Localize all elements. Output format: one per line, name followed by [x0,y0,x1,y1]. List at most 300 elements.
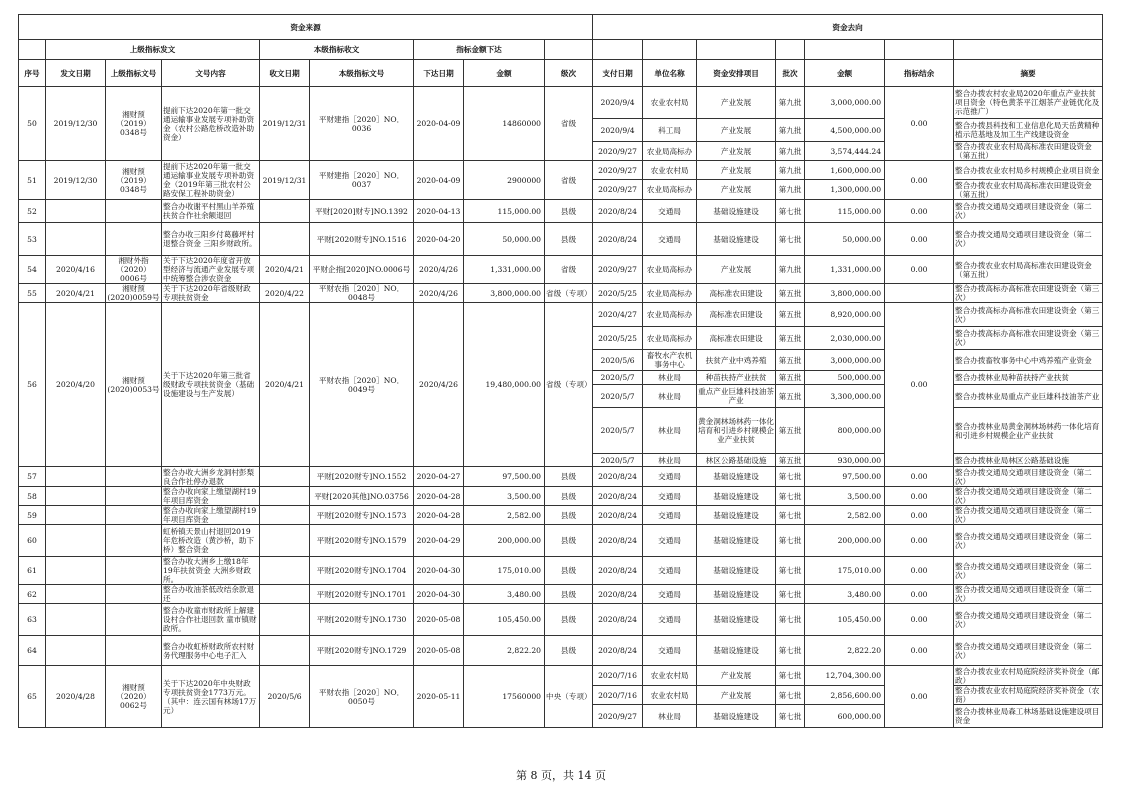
paid-amount-cell: 2,822.20 [805,636,885,666]
header-blank [19,40,46,60]
project-cell: 基础设施建设 [697,525,776,557]
pay-date-cell: 2020/5/7 [593,371,643,385]
summary-cell: 整合办拨畜牧事务中心中鸡养殖产业资金 [954,350,1103,371]
batch-cell: 第七批 [776,585,805,604]
balance-cell: 0.00 [885,636,954,666]
batch-cell: 第九批 [776,161,805,180]
issue-date-cell: 2020-04-29 [414,525,464,557]
send-date-cell: 2020/4/20 [46,303,106,467]
send-date-cell [46,487,106,506]
balance-cell: 0.00 [885,256,954,284]
send-date-cell [46,525,106,557]
pay-date-cell: 2020/8/24 [593,525,643,557]
summary-cell: 整合办拨农业农村局高标准农田建设资金（第五批） [954,256,1103,284]
batch-cell: 第九批 [776,87,805,119]
column-header: 本级指标文号 [310,60,414,87]
project-cell: 重点产业巨雄科技油茶产业 [697,385,776,408]
recv-date-cell [260,585,310,604]
upper-doc-no-cell: 湘财预(2020)0059号 [107,284,160,302]
level-cell: 县级 [545,557,593,585]
table-row [19,87,1103,119]
send-date-cell [46,223,106,256]
balance-cell: 0.00 [885,200,954,223]
seq-cell: 64 [19,636,46,666]
send-date-cell [46,585,106,604]
table-row [19,506,1103,525]
pay-date-cell: 2020/7/16 [593,686,643,705]
paid-amount-cell: 1,600,000.00 [805,161,885,180]
issue-date-cell: 2020-05-08 [414,604,464,636]
batch-cell: 第九批 [776,256,805,284]
paid-amount-cell: 50,000.00 [805,223,885,256]
summary-cell: 整合办拨农业农村局庭院经济奖补资金（邮政） [954,666,1103,686]
summary-cell: 整合办拨农业农村局庭院经济奖补资金（农商） [954,686,1103,705]
summary-cell: 整合办拨农村农业局2020年重点产业扶贫项目资金（特色黄茶平江烟茶产业链优化及示范推广） [954,87,1103,119]
doc-content-cell: 整合办收大洲乡龙洞村彭梨良合作社停办退款 [162,467,260,487]
level-cell: 县级 [545,506,593,525]
summary-cell: 整合办拨交通局交通项目建设资金（第二次） [954,525,1103,557]
local-doc-no-cell: 平财[2020财专]NO.1729 [310,636,414,666]
unit-cell: 交通局 [643,525,697,557]
issue-date-cell: 2020-04-28 [414,506,464,525]
seq-cell: 63 [19,604,46,636]
issued-amount-cell: 105,450.00 [464,604,545,636]
column-header: 金额 [805,60,885,87]
summary-cell: 整合办拨农业农村局高标准农田建设资金（第五批） [954,180,1103,200]
level-cell: 省级 [545,87,593,161]
column-header: 支付日期 [593,60,643,87]
column-header: 发文日期 [46,60,106,87]
local-doc-no-cell: 平财农指［2020］NO．0049号 [310,303,414,467]
unit-cell: 交通局 [643,557,697,585]
issue-date-cell: 2020-04-30 [414,557,464,585]
table-row [19,256,1103,284]
local-doc-no-cell: 平财[2020财专]NO.1579 [310,525,414,557]
batch-cell: 第七批 [776,506,805,525]
seq-cell: 57 [19,467,46,487]
doc-content-cell: 整合办收向家上缴望湖村19年项目库资金 [162,506,260,525]
summary-cell: 整合办拨交通局交通项目建设资金（第二次） [954,200,1103,223]
issued-amount-cell: 3,500.00 [464,487,545,506]
unit-cell: 农业局高标办 [643,180,697,200]
doc-content-cell: 提前下达2020年第一批交通运输事业发展专项补助资金（2019年第三批农村公路安保工程补助资金） [162,161,260,200]
summary-cell: 整合办拨交通局交通项目建设资金（第二次） [954,506,1103,525]
paid-amount-cell: 2,856,600.00 [805,686,885,705]
table-row [19,223,1103,256]
batch-cell: 第五批 [776,303,805,327]
unit-cell: 农业局高标办 [643,142,697,161]
doc-content-cell: 整合办收虹桥财政所农村财务代理服务中心电子汇入 [162,636,260,666]
batch-cell: 第七批 [776,636,805,666]
project-cell: 基础设施建设 [697,636,776,666]
pay-date-cell: 2020/5/6 [593,350,643,371]
upper-doc-no-cell: 湘财外指（2020）0006号 [106,256,162,284]
table-row [19,161,1103,180]
local-doc-no-cell: 平财[2020财专]NO.1552 [310,467,414,487]
recv-date-cell: 2020/4/21 [260,256,310,284]
batch-cell: 第七批 [776,666,805,686]
recv-date-cell [260,506,310,525]
recv-date-cell [260,467,310,487]
seq-cell: 56 [19,303,46,467]
table-row [19,303,1103,327]
local-doc-no-cell: 平财[2020财专]NO.1701 [310,585,414,604]
batch-cell: 第七批 [776,705,805,728]
batch-cell: 第九批 [776,119,805,142]
seq-cell: 50 [19,87,46,161]
summary-cell: 整合办拨交通局交通项目建设资金（第二次） [954,223,1103,256]
paid-amount-cell: 115,000.00 [805,200,885,223]
paid-amount-cell: 200,000.00 [805,525,885,557]
issue-date-cell: 2020-05-11 [414,666,464,728]
issued-amount-cell: 200,000.00 [464,525,545,557]
balance-cell: 0.00 [885,666,954,728]
balance-cell: 0.00 [885,585,954,604]
issued-amount-cell: 2,582.00 [464,506,545,525]
seq-cell: 55 [19,284,46,303]
batch-cell: 第九批 [776,142,805,161]
pay-date-cell: 2020/5/7 [593,454,643,467]
summary-cell: 整合办拨农业农村局高标准农田建设资金（第五批） [954,142,1103,161]
header-blank [885,40,954,60]
level-cell: 县级 [545,487,593,506]
unit-cell: 农业局高标办 [643,303,697,327]
seq-cell: 62 [19,585,46,604]
seq-cell: 65 [19,666,46,728]
doc-content-cell: 关于下达2020年中央财政专项扶贫资金1773万元。（其中：连云国有林场17万元） [162,666,260,728]
batch-cell: 第五批 [776,454,805,467]
paid-amount-cell: 8,920,000.00 [805,303,885,327]
upper-doc-no-cell [106,487,162,506]
send-date-cell: 2020/4/16 [46,256,106,284]
pay-date-cell: 2020/5/7 [593,385,643,408]
issued-amount-cell: 3,800,000.00 [464,284,545,303]
local-doc-no-cell: 平财农指［2020］NO．0048号 [310,284,414,303]
batch-cell: 第七批 [776,467,805,487]
batch-cell: 第七批 [776,487,805,506]
level-cell: 县级 [545,585,593,604]
header-local-doc: 本级指标收文 [260,40,414,60]
pay-date-cell: 2020/8/24 [593,585,643,604]
paid-amount-cell: 800,000.00 [805,408,885,454]
header-upper-doc: 上级指标发文 [46,40,260,60]
issued-amount-cell: 3,480.00 [464,585,545,604]
local-doc-no-cell: 平财建指［2020］NO．0036 [310,87,414,161]
doc-content-cell: 关于下达2020年第三批省级财政专项扶贫资金（基础设施建设与生产发展） [162,303,260,467]
pay-date-cell: 2020/8/24 [593,467,643,487]
level-cell: 县级 [545,200,593,223]
unit-cell: 交通局 [643,604,697,636]
project-cell: 基础设施建设 [697,200,776,223]
header-source: 资金来源 [19,15,593,40]
issued-amount-cell: 50,000.00 [464,223,545,256]
table-row [19,636,1103,666]
pay-date-cell: 2020/9/27 [593,705,643,728]
issued-amount-cell: 2,822.20 [464,636,545,666]
batch-cell: 第七批 [776,200,805,223]
recv-date-cell: 2020/4/22 [260,284,310,303]
seq-cell: 61 [19,557,46,585]
unit-cell: 交通局 [643,223,697,256]
issue-date-cell: 2020-04-20 [414,223,464,256]
issued-amount-cell: 14860000 [464,87,545,161]
table-row [19,585,1103,604]
issued-amount-cell: 1,331,000.00 [464,256,545,284]
column-header: 上级指标文号 [106,60,162,87]
upper-doc-no-cell: 湘财预（2020）0062号 [106,666,162,728]
summary-cell: 整合办拨林业局黄金洞林场林药一体化培育和引进乡村规模企业产业扶贫 [954,408,1103,454]
seq-cell: 58 [19,487,46,506]
recv-date-cell [260,487,310,506]
paid-amount-cell: 3,480.00 [805,585,885,604]
project-cell: 产业发展 [697,119,776,142]
unit-cell: 农业农村局 [643,686,697,705]
project-cell: 基础设施建设 [697,487,776,506]
issue-date-cell: 2020/4/26 [414,303,464,467]
column-header: 指标结余 [885,60,954,87]
doc-content-cell: 整合办收谢平村黑山羊养殖扶贫合作社余额退回 [162,200,260,223]
project-cell: 产业发展 [697,161,776,180]
local-doc-no-cell: 平财[2020其他]NO.03756 [310,487,414,506]
recv-date-cell: 2019/12/31 [260,87,310,161]
column-header: 文号内容 [162,60,260,87]
balance-cell: 0.00 [885,303,954,467]
unit-cell: 畜牧水产农机事务中心 [643,350,697,371]
pay-date-cell: 2020/5/7 [593,408,643,454]
issue-date-cell: 2020-04-27 [414,467,464,487]
unit-cell: 农业局高标办 [643,327,697,350]
project-cell: 高标准农田建设 [697,303,776,327]
send-date-cell [46,467,106,487]
issue-date-cell: 2020-04-30 [414,585,464,604]
fund-table [18,14,1103,728]
recv-date-cell: 2020/4/21 [260,303,310,467]
batch-cell: 第五批 [776,385,805,408]
column-header: 序号 [19,60,46,87]
unit-cell: 林业局 [643,385,697,408]
send-date-cell [46,636,106,666]
pay-date-cell: 2020/5/25 [593,327,643,350]
balance-cell: 0.00 [885,87,954,161]
batch-cell: 第五批 [776,327,805,350]
header-blank [593,40,643,60]
issue-date-cell: 2020/4/26 [414,256,464,284]
seq-cell: 59 [19,506,46,525]
balance-cell [885,284,954,303]
local-doc-no-cell: 平财[2020财专]NO.1516 [310,223,414,256]
doc-content-cell: 提前下达2020年第一批交通运输事业发展专项补助资金（农村公路危桥改造补助资金） [162,87,260,161]
summary-cell: 整合办拨高标办高标准农田建设资金（第三次） [954,327,1103,350]
paid-amount-cell: 1,300,000.00 [805,180,885,200]
header-amount-issued: 指标金额下达 [414,40,545,60]
issue-date-cell: 2020-04-09 [414,161,464,200]
project-cell: 产业发展 [697,686,776,705]
upper-doc-no-cell: 湘财预(2020)0053号 [106,303,162,467]
balance-cell: 0.00 [885,487,954,506]
unit-cell: 科工局 [643,119,697,142]
table-body [19,87,1103,728]
level-cell: 省级（专项） [545,303,593,467]
issued-amount-cell: 115,000.00 [464,200,545,223]
table-row [19,666,1103,686]
column-header: 金额 [464,60,545,87]
unit-cell: 农业农村局 [643,161,697,180]
project-cell: 基础设施建设 [697,585,776,604]
seq-cell: 60 [19,525,46,557]
issued-amount-cell: 2900000 [464,161,545,200]
issued-amount-cell: 97,500.00 [464,467,545,487]
table-row [19,557,1103,585]
summary-cell: 整合办拨林业局重点产业巨雄科技油茶产业 [954,385,1103,408]
summary-cell: 整合办拨县科技和工业信息化局天岳黄精种植示范基地及加工生产线建设资金 [954,119,1103,142]
summary-cell: 整合办拨农业农村局乡村规模企业项目资金 [954,161,1103,180]
local-doc-no-cell: 平财企指[2020]NO.0006号 [310,256,414,284]
summary-cell: 整合办拨交通局交通项目建设资金（第二次） [954,557,1103,585]
seq-cell: 53 [19,223,46,256]
issue-date-cell: 2020-04-13 [414,200,464,223]
unit-cell: 农业局高标办 [643,256,697,284]
table-row [19,284,1103,303]
summary-cell: 整合办拨交通局交通项目建设资金（第二次） [954,636,1103,666]
upper-doc-no-cell [106,557,162,585]
send-date-cell [46,604,106,636]
paid-amount-cell: 930,000.00 [805,454,885,467]
level-cell: 县级 [545,636,593,666]
pay-date-cell: 2020/9/4 [593,119,643,142]
header-blank [643,40,697,60]
level-cell: 省级（专项） [545,284,593,303]
column-header: 摘要 [954,60,1103,87]
project-cell: 基础设施建设 [697,506,776,525]
seq-cell: 51 [19,161,46,200]
unit-cell: 林业局 [643,371,697,385]
project-cell: 基础设施建设 [697,705,776,728]
project-cell: 高标准农田建设 [697,327,776,350]
project-cell: 黄金洞林场林药一体化培育和引进乡村规模企业产业扶贫 [697,408,776,454]
pay-date-cell: 2020/8/24 [593,223,643,256]
upper-doc-no-cell [106,200,162,223]
summary-cell: 整合办拨交通局交通项目建设资金（第二次） [954,604,1103,636]
pay-date-cell: 2020/8/24 [593,506,643,525]
pay-date-cell: 2020/8/24 [593,604,643,636]
doc-content-cell: 整合办收三阳乡付葛藤坪村退整合资金 三阳乡财政所。 [162,223,260,256]
table-row [19,487,1103,506]
header-blank [776,40,805,60]
pay-date-cell: 2020/8/24 [593,200,643,223]
unit-cell: 交通局 [643,636,697,666]
upper-doc-no-cell [106,604,162,636]
upper-doc-no-cell [106,585,162,604]
table-row [19,604,1103,636]
level-cell: 中央（专项） [545,666,593,728]
table-row [19,200,1103,223]
project-cell: 产业发展 [697,256,776,284]
batch-cell: 第七批 [776,557,805,585]
send-date-cell: 2019/12/30 [46,87,106,161]
batch-cell: 第五批 [776,371,805,385]
paid-amount-cell: 3,300,000.00 [805,385,885,408]
recv-date-cell: 2020/5/6 [260,666,310,728]
batch-cell: 第七批 [776,604,805,636]
pay-date-cell: 2020/9/27 [593,142,643,161]
paid-amount-cell: 1,331,000.00 [805,256,885,284]
unit-cell: 农业农村局 [643,87,697,119]
unit-cell: 农业农村局 [643,666,697,686]
balance-cell: 0.00 [885,506,954,525]
header-blank [954,40,1103,60]
paid-amount-cell: 3,000,000.00 [805,87,885,119]
pay-date-cell: 2020/7/16 [593,666,643,686]
send-date-cell: 2020/4/21 [46,284,106,303]
send-date-cell [46,557,106,585]
local-doc-no-cell: 平财[2020财专]NO.1573 [310,506,414,525]
project-cell: 林区公路基础设施 [697,454,776,467]
paid-amount-cell: 175,010.00 [805,557,885,585]
issue-date-cell: 2020-04-28 [414,487,464,506]
project-cell: 扶贫产业中鸡养殖 [697,350,776,371]
recv-date-cell [260,557,310,585]
unit-cell: 农业局高标办 [643,284,697,303]
unit-cell: 交通局 [643,506,697,525]
balance-cell: 0.00 [885,467,954,487]
header-destination: 资金去向 [593,15,1103,40]
project-cell: 基础设施建设 [697,223,776,256]
balance-cell: 0.00 [885,604,954,636]
header-blank [697,40,776,60]
project-cell: 产业发展 [697,142,776,161]
summary-cell: 整合办拨交通局交通项目建设资金（第二次） [954,467,1103,487]
send-date-cell: 2019/12/30 [46,161,106,200]
batch-cell: 第五批 [776,350,805,371]
local-doc-no-cell: 平财[2020]财专]NO.1392 [310,200,414,223]
level-cell: 县级 [545,525,593,557]
summary-cell: 整合办拨林业局种苗扶持产业扶贫 [954,371,1103,385]
batch-cell: 第七批 [776,223,805,256]
send-date-cell [46,200,106,223]
pay-date-cell: 2020/8/24 [593,636,643,666]
level-cell: 县级 [545,604,593,636]
balance-cell: 0.00 [885,557,954,585]
batch-cell: 第七批 [776,525,805,557]
unit-cell: 交通局 [643,200,697,223]
doc-content-cell: 整合办收童市财政所上解建设村合作社退回款 童市镇财政所。 [162,604,260,636]
paid-amount-cell: 12,704,300.00 [805,666,885,686]
pay-date-cell: 2020/9/27 [593,180,643,200]
pay-date-cell: 2020/4/27 [593,303,643,327]
send-date-cell [46,506,106,525]
summary-cell: 整合办拨林业局林区公路基础设施 [954,454,1103,467]
summary-cell: 整合办拨高标办高标准农田建设资金（第三次） [954,303,1103,327]
seq-cell: 54 [19,256,46,284]
project-cell: 产业发展 [697,87,776,119]
page-number: 第 8 页，共 14 页 [516,769,606,782]
issue-date-cell: 2020-04-09 [414,87,464,161]
summary-cell: 整合办拨交通局交通项目建设资金（第二次） [954,585,1103,604]
recv-date-cell: 2019/12/31 [260,161,310,200]
column-header: 单位名称 [643,60,697,87]
paid-amount-cell: 500,000.00 [805,371,885,385]
batch-cell: 第九批 [776,180,805,200]
paid-amount-cell: 3,574,444.24 [805,142,885,161]
issued-amount-cell: 17560000 [464,666,545,728]
batch-cell: 第五批 [776,408,805,454]
paid-amount-cell: 2,582.00 [805,506,885,525]
level-cell: 县级 [545,223,593,256]
pay-date-cell: 2020/9/27 [593,256,643,284]
recv-date-cell [260,636,310,666]
seq-cell: 52 [19,200,46,223]
table-row [19,525,1103,557]
